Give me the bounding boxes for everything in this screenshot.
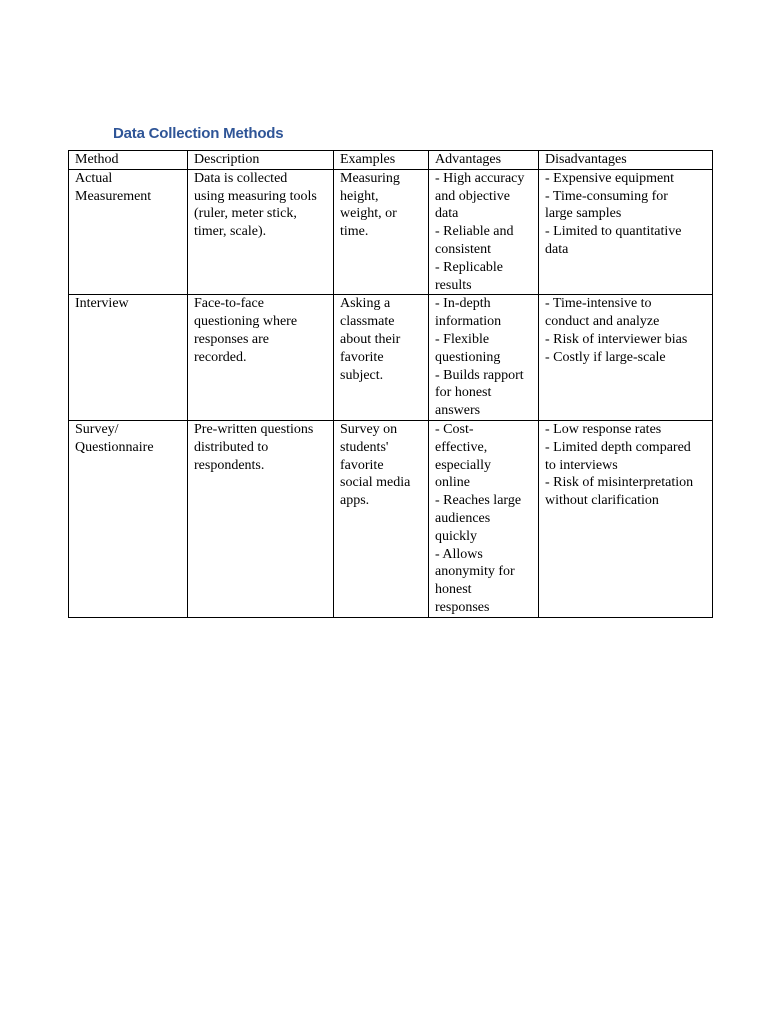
cell-examples [334, 169, 429, 295]
header-description: Description [188, 151, 334, 170]
cell-disadvantages [539, 420, 713, 617]
cell-line: conduct and analyze [545, 314, 660, 330]
cell-line: Interview [75, 296, 129, 312]
cell-line: social media [340, 475, 411, 491]
cell-line: data [435, 206, 459, 222]
cell-line: Measuring [340, 170, 400, 186]
cell-description [188, 295, 334, 421]
table-row [69, 295, 713, 421]
header-examples: Examples [334, 151, 429, 170]
cell-line: - Flexible [435, 331, 490, 347]
cell-line: Asking a [340, 296, 391, 312]
cell-line: favorite [340, 349, 384, 365]
cell-line: using measuring tools [194, 188, 317, 204]
header-disadvantages: Disadvantages [539, 151, 713, 170]
cell-line: and objective [435, 188, 511, 204]
cell-line: - Builds rapport [435, 367, 524, 383]
cell-line: - Expensive equipment [545, 170, 675, 186]
cell-line: - Reliable and [435, 224, 514, 240]
cell-line: subject. [340, 367, 384, 383]
cell-line: - Risk of interviewer bias [545, 331, 688, 347]
header-advantages: Advantages [429, 151, 539, 170]
cell-method [69, 295, 188, 421]
cell-line: especially [435, 457, 491, 473]
cell-line: timer, scale). [194, 224, 267, 240]
cell-line: about their [340, 331, 401, 347]
table-header-row [69, 151, 713, 170]
cell-line: results [435, 277, 472, 293]
cell-line: - High accuracy [435, 170, 525, 186]
table-row [69, 169, 713, 295]
cell-line: questioning [435, 349, 501, 365]
cell-line: - Risk of misinterpretation [545, 475, 694, 491]
page-title: Data Collection Methods [113, 125, 284, 142]
cell-line: - Low response rates [545, 421, 662, 437]
cell-method [69, 420, 188, 617]
cell-examples [334, 420, 429, 617]
cell-line: information [435, 314, 502, 330]
cell-line: Face-to-face [194, 296, 264, 312]
cell-line: distributed to [194, 439, 269, 455]
cell-line: consistent [435, 241, 491, 257]
cell-line: for honest [435, 385, 492, 401]
cell-line: students' [340, 439, 389, 455]
cell-line: to interviews [545, 457, 618, 473]
cell-line: - Time-intensive to [545, 296, 652, 312]
cell-line: Survey on [340, 421, 398, 437]
cell-line: - Limited depth compared [545, 439, 691, 455]
cell-line: recorded. [194, 349, 247, 365]
cell-line: - Time-consuming for [545, 188, 668, 204]
cell-disadvantages [539, 169, 713, 295]
cell-description [188, 420, 334, 617]
cell-line: large samples [545, 206, 622, 222]
cell-line: Pre-written questions [194, 421, 314, 437]
cell-line: data [545, 241, 569, 257]
cell-line: time. [340, 224, 369, 240]
cell-examples [334, 295, 429, 421]
data-collection-table [68, 150, 713, 618]
cell-line: weight, or [340, 206, 397, 222]
cell-line: apps. [340, 493, 370, 509]
cell-line: classmate [340, 314, 395, 330]
cell-line: - Allows [435, 546, 483, 562]
cell-line: Questionnaire [75, 439, 154, 455]
cell-line: Survey/ [75, 421, 119, 437]
cell-line: online [435, 475, 470, 491]
cell-line: Actual [75, 170, 113, 186]
cell-description [188, 169, 334, 295]
table-row [69, 420, 713, 617]
cell-line: responses [435, 599, 490, 615]
cell-line: - Costly if large-scale [545, 349, 666, 365]
cell-line: respondents. [194, 457, 265, 473]
cell-line: - Cost- [435, 421, 474, 437]
cell-line: quickly [435, 528, 477, 544]
cell-line: Measurement [75, 188, 152, 204]
cell-line: questioning where [194, 314, 298, 330]
cell-advantages [429, 169, 539, 295]
cell-line: effective, [435, 439, 488, 455]
cell-line: - Reaches large [435, 493, 522, 509]
cell-line: - In-depth [435, 296, 491, 312]
cell-line: - Replicable [435, 259, 504, 275]
cell-advantages [429, 420, 539, 617]
cell-disadvantages [539, 295, 713, 421]
cell-method [69, 169, 188, 295]
cell-line: audiences [435, 510, 491, 526]
cell-line: anonymity for [435, 564, 515, 580]
cell-line: (ruler, meter stick, [194, 206, 297, 222]
cell-line: height, [340, 188, 379, 204]
cell-line: without clarification [545, 493, 659, 509]
cell-line: honest [435, 582, 472, 598]
cell-line: Data is collected [194, 170, 288, 186]
cell-advantages [429, 295, 539, 421]
cell-line: favorite [340, 457, 384, 473]
cell-line: answers [435, 403, 481, 419]
cell-line: - Limited to quantitative [545, 224, 682, 240]
header-method: Method [69, 151, 188, 170]
cell-line: responses are [194, 331, 270, 347]
